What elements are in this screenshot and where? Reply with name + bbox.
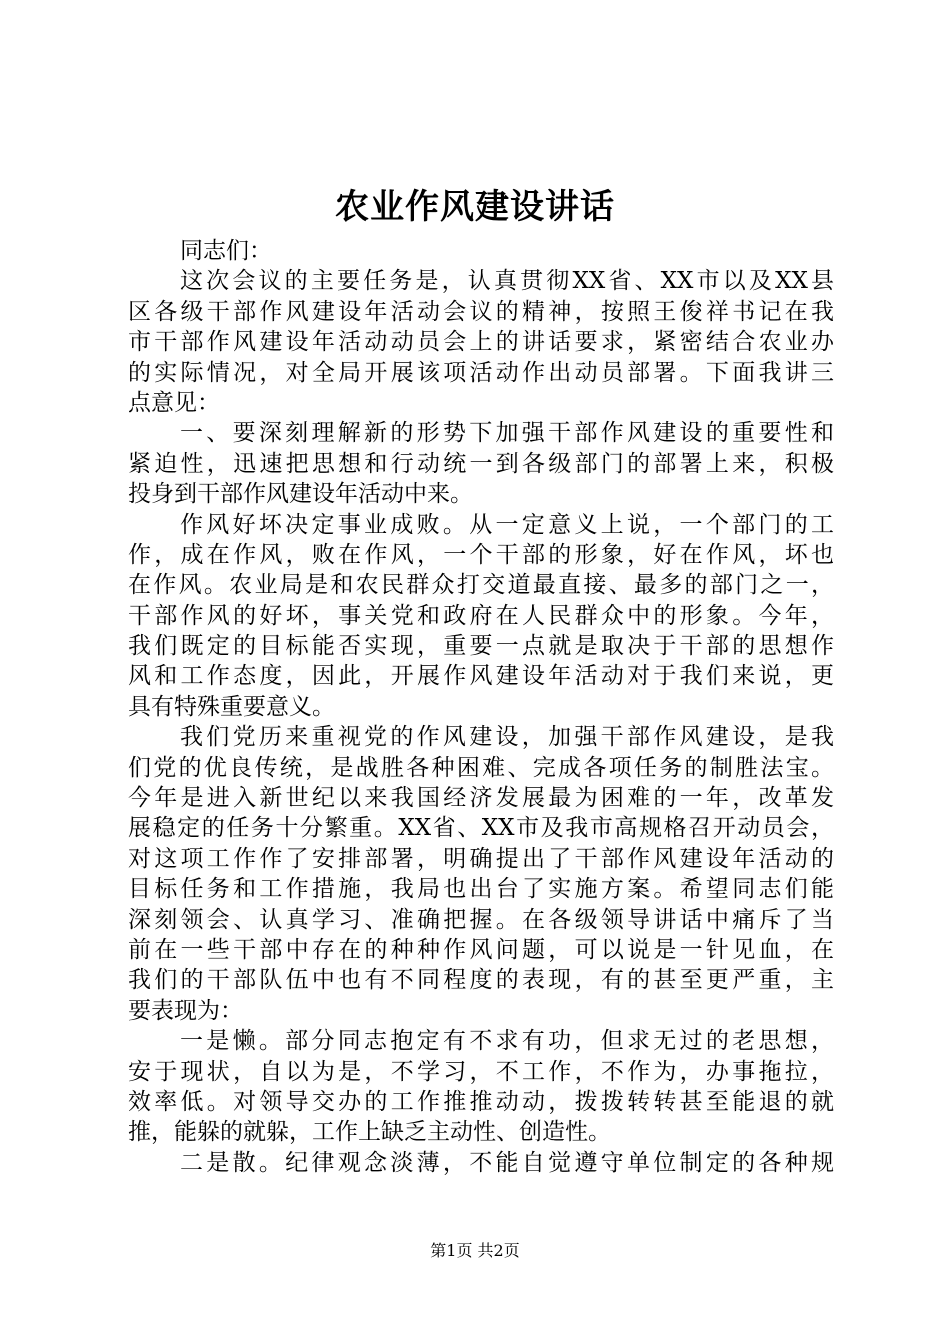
text-line: 我们的干部队伍中也有不同程度的表现，有的甚至更严重，主 xyxy=(128,967,834,994)
text-line: 推，能躲的就躲，工作上缺乏主动性、创造性。 xyxy=(128,1119,611,1146)
text-line: 干部作风的好坏，事关党和政府在人民群众中的形象。今年， xyxy=(128,602,834,629)
text-line: 我们党历来重视党的作风建设，加强干部作风建设，是我 xyxy=(180,724,834,751)
text-line: 投身到干部作风建设年活动中来。 xyxy=(128,481,473,508)
text-line: 在作风。农业局是和农民群众打交道最直接、最多的部门之一， xyxy=(128,572,834,599)
text-line: 点意见： xyxy=(128,389,220,416)
text-line: 目标任务和工作措施，我局也出台了实施方案。希望同志们能 xyxy=(128,876,834,903)
text-line: 区各级干部作风建设年活动会议的精神，按照王俊祥书记在我 xyxy=(128,298,834,325)
document-title: 农业作风建设讲话 xyxy=(335,187,615,227)
text-line: 紧迫性，迅速把思想和行动统一到各级部门的部署上来，积极 xyxy=(128,450,834,477)
text-line: 具有特殊重要意义。 xyxy=(128,693,335,720)
text-line: 同志们： xyxy=(180,238,272,264)
text-line: 一是懒。部分同志抱定有不求有功，但求无过的老思想， xyxy=(180,1028,834,1055)
text-line: 要表现为： xyxy=(128,997,243,1024)
page-footer: 第1页 共2页 xyxy=(430,1241,520,1260)
text-line: 风和工作态度，因此，开展作风建设年活动对于我们来说，更 xyxy=(128,663,834,690)
text-line: 安于现状，自以为是，不学习，不工作，不作为，办事拖拉， xyxy=(128,1058,834,1085)
text-line: 一、要深刻理解新的形势下加强干部作风建设的重要性和 xyxy=(180,420,834,447)
text-line: 前在一些干部中存在的种种作风问题，可以说是一针见血，在 xyxy=(128,936,834,963)
text-line: 我们既定的目标能否实现，重要一点就是取决于干部的思想作 xyxy=(128,633,834,660)
text-line: 效率低。对领导交办的工作推推动动，拨拨转转甚至能退的就 xyxy=(128,1088,834,1115)
text-line: 这次会议的主要任务是，认真贯彻XX省、XX市以及XX县 xyxy=(180,268,834,295)
text-line: 作风好坏决定事业成败。从一定意义上说，一个部门的工 xyxy=(180,511,834,538)
text-line: 作，成在作风，败在作风，一个干部的形象，好在作风，坏也 xyxy=(128,541,834,568)
text-line: 二是散。纪律观念淡薄，不能自觉遵守单位制定的各种规 xyxy=(180,1149,834,1176)
text-line: 今年是进入新世纪以来我国经济发展最为困难的一年，改革发 xyxy=(128,785,834,812)
text-line: 深刻领会、认真学习、准确把握。在各级领导讲话中痛斥了当 xyxy=(128,906,834,933)
text-line: 市干部作风建设年活动动员会上的讲话要求，紧密结合农业办 xyxy=(128,329,834,356)
text-line: 对这项工作作了安排部署，明确提出了干部作风建设年活动的 xyxy=(128,845,834,872)
text-line: 们党的优良传统，是战胜各种困难、完成各项任务的制胜法宝。 xyxy=(128,754,834,781)
text-line: 展稳定的任务十分繁重。XX省、XX市及我市高规格召开动员会， xyxy=(128,815,834,842)
text-line: 的实际情况，对全局开展该项活动作出动员部署。下面我讲三 xyxy=(128,359,834,386)
document-body xyxy=(128,236,834,1178)
